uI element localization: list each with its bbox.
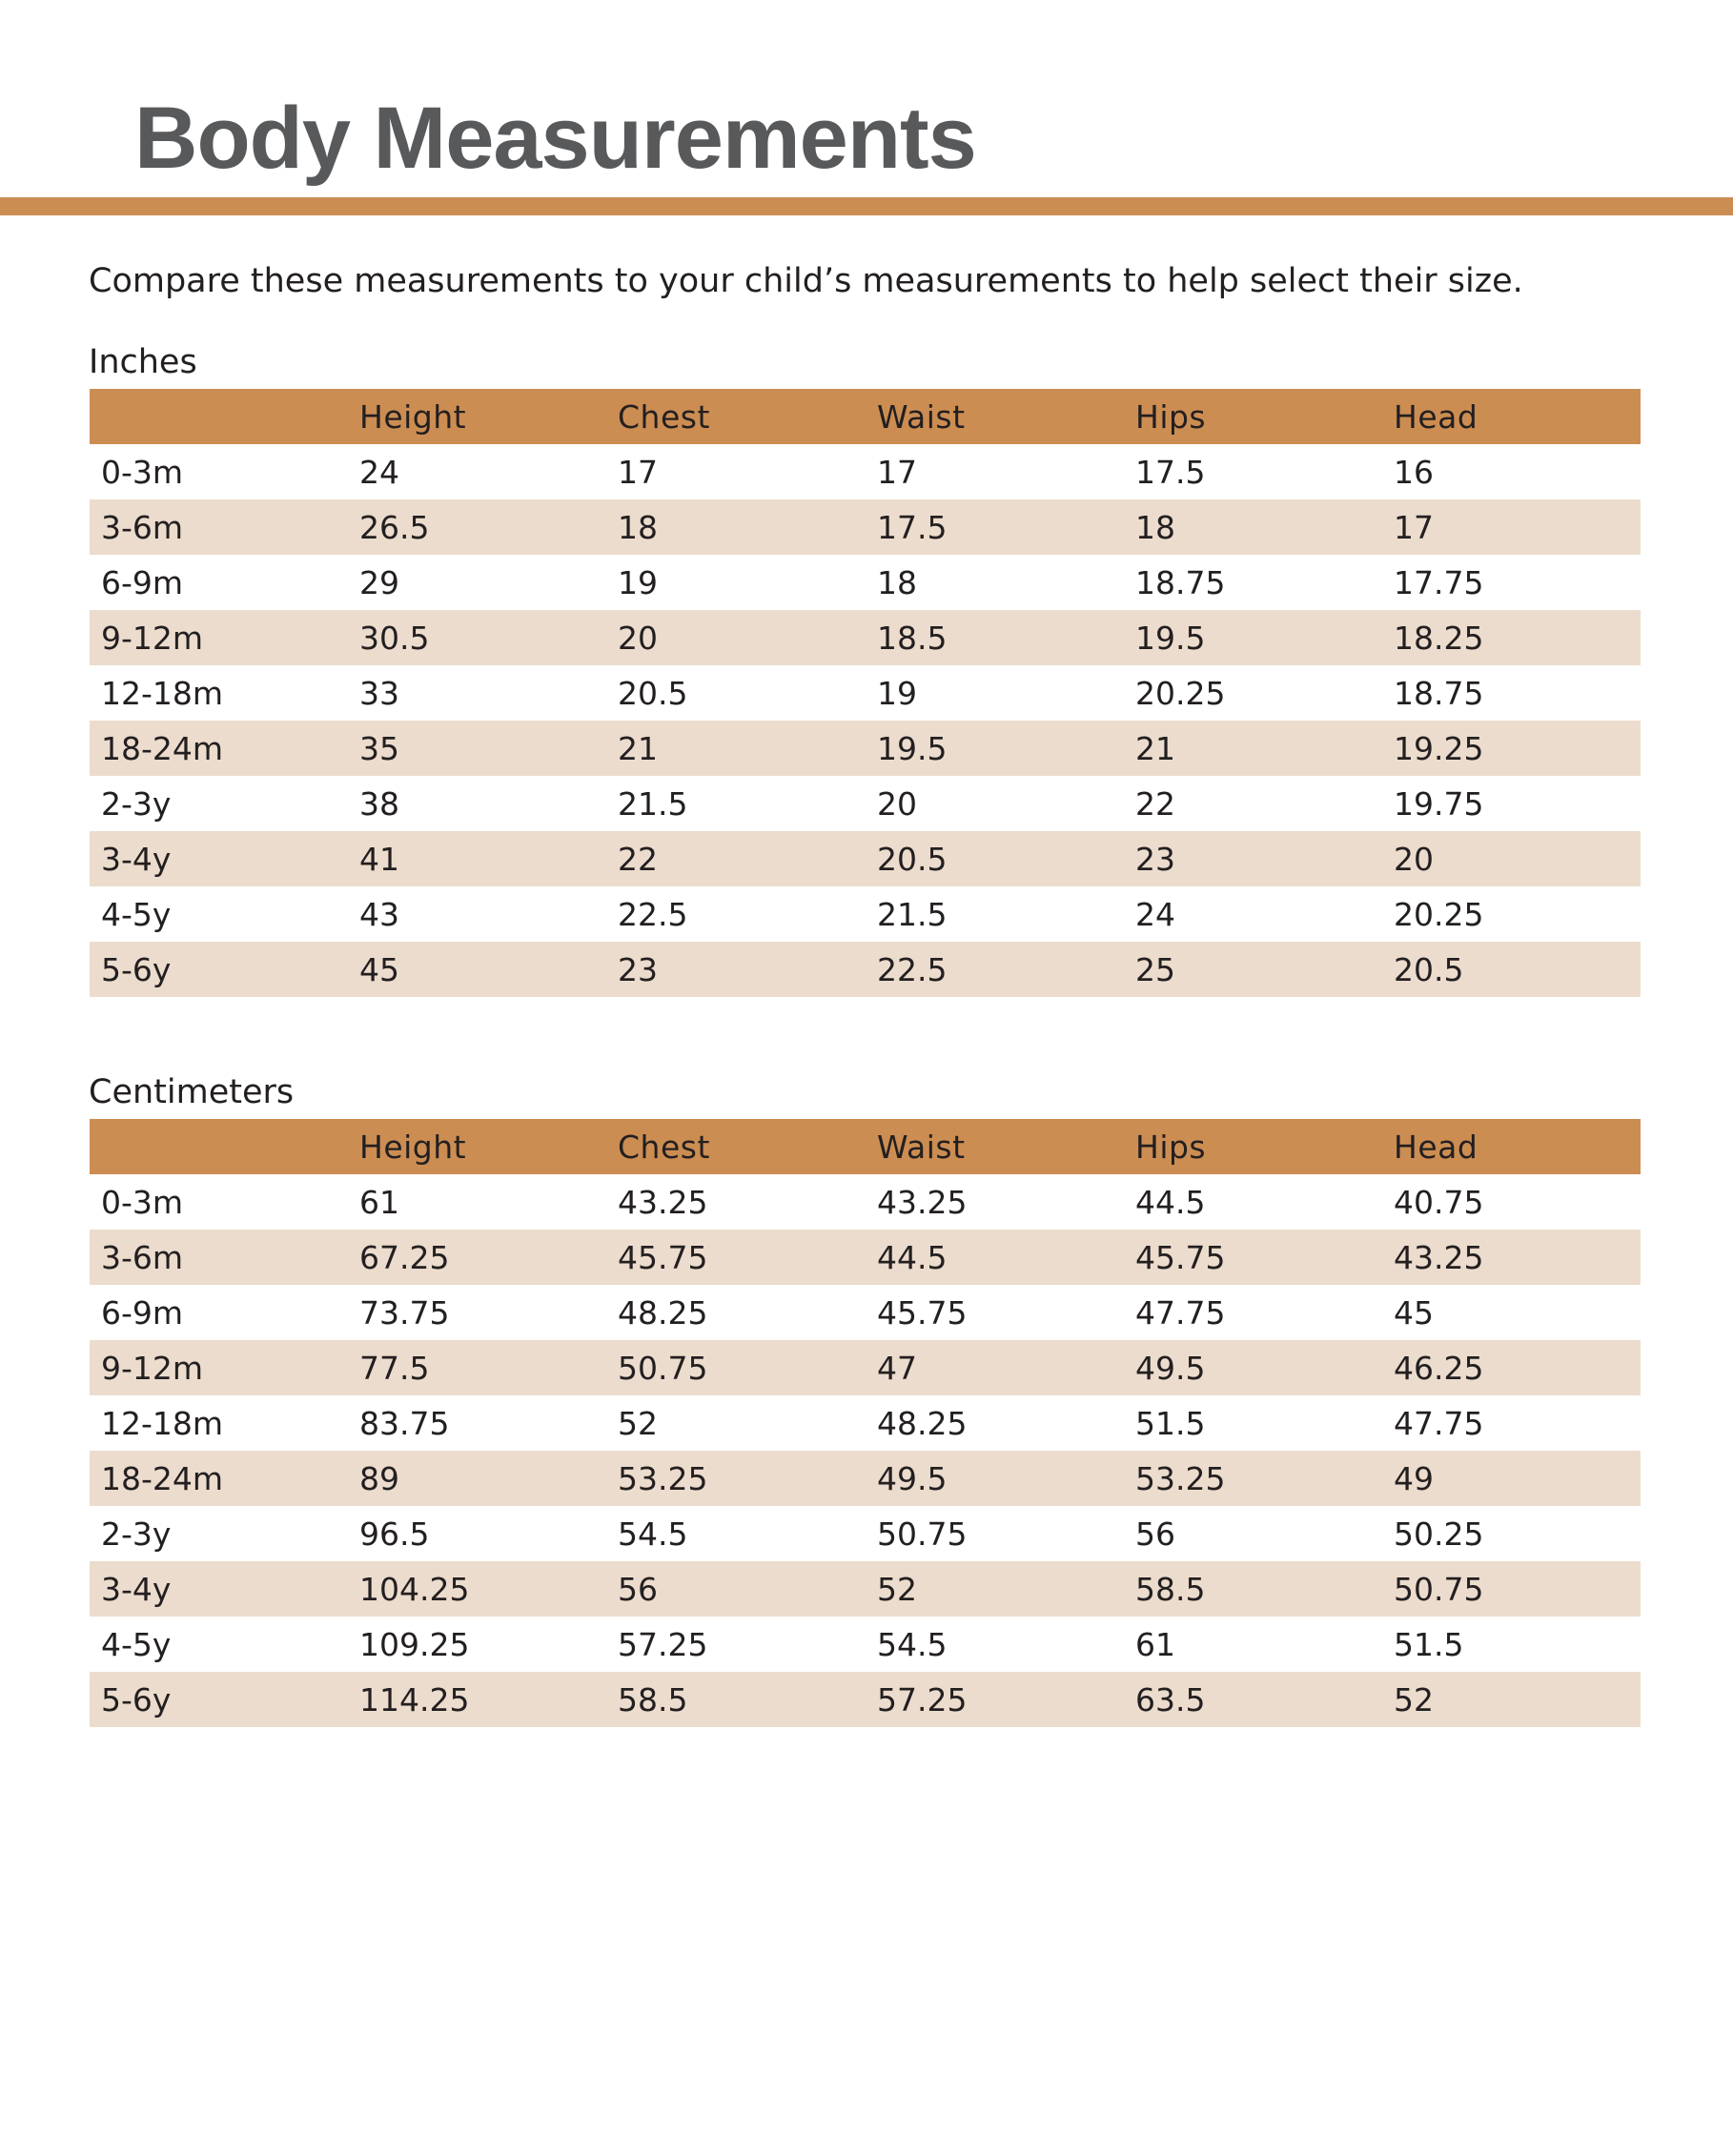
column-header: Head [1394, 1128, 1478, 1166]
measurement-cell: 22.5 [618, 895, 688, 933]
table-row [90, 831, 1641, 886]
size-label: 3-4y [101, 1570, 172, 1608]
measurement-cell: 43.25 [618, 1183, 708, 1221]
table-row [90, 499, 1641, 555]
measurement-cell: 57.25 [618, 1625, 708, 1663]
measurement-cell: 48.25 [877, 1404, 968, 1442]
column-header: Chest [618, 1128, 710, 1166]
size-label: 2-3y [101, 1515, 172, 1553]
measurement-cell: 33 [359, 674, 399, 712]
measurement-cell: 20.5 [877, 840, 948, 878]
measurement-cell: 20 [877, 784, 917, 823]
intro-text: Compare these measurements to your child’s measurements to help select their size. [89, 262, 1523, 300]
measurement-cell: 89 [359, 1459, 399, 1497]
table-row [90, 665, 1641, 721]
measurement-cell: 20.25 [1135, 674, 1226, 712]
table-row [90, 610, 1641, 665]
measurement-cell: 45.75 [877, 1293, 968, 1332]
measurement-cell: 19.5 [877, 729, 948, 767]
size-label: 0-3m [101, 1183, 184, 1221]
measurement-cell: 24 [359, 453, 399, 491]
measurement-cell: 52 [618, 1404, 658, 1442]
measurement-cell: 51.5 [1394, 1625, 1464, 1663]
measurement-cell: 17.75 [1394, 563, 1484, 601]
measurement-cell: 48.25 [618, 1293, 708, 1332]
table-row [90, 1451, 1641, 1506]
inches-table-body [90, 444, 1641, 997]
measurement-cell: 20.5 [618, 674, 688, 712]
centimeters-table-body [90, 1174, 1641, 1727]
measurement-cell: 53.25 [1135, 1459, 1226, 1497]
size-label: 2-3y [101, 784, 172, 823]
measurement-cell: 44.5 [1135, 1183, 1206, 1221]
measurement-cell: 21 [618, 729, 658, 767]
measurement-cell: 20 [618, 619, 658, 657]
measurement-cell: 16 [1394, 453, 1434, 491]
inches-section-label: Inches [89, 343, 197, 381]
measurement-cell: 53.25 [618, 1459, 708, 1497]
centimeters-table [90, 1119, 1641, 1727]
measurement-cell: 46.25 [1394, 1349, 1484, 1387]
measurement-cell: 18.5 [877, 619, 948, 657]
measurement-cell: 18.75 [1135, 563, 1226, 601]
table-row [90, 444, 1641, 499]
measurement-cell: 63.5 [1135, 1680, 1206, 1719]
measurement-cell: 61 [359, 1183, 399, 1221]
size-label: 4-5y [101, 1625, 172, 1663]
page-title: Body Measurements [134, 90, 976, 187]
measurement-cell: 54.5 [877, 1625, 948, 1663]
measurement-cell: 25 [1135, 950, 1175, 988]
measurement-cell: 96.5 [359, 1515, 430, 1553]
measurement-cell: 50.75 [618, 1349, 708, 1387]
measurement-cell: 18.75 [1394, 674, 1484, 712]
measurement-cell: 67.25 [359, 1238, 450, 1276]
measurement-cell: 22 [618, 840, 658, 878]
measurement-cell: 17.5 [877, 508, 948, 546]
table-row [90, 1617, 1641, 1672]
measurement-cell: 45 [359, 950, 399, 988]
inches-table-header [90, 389, 1641, 444]
measurement-cell: 18 [877, 563, 917, 601]
centimeters-table-header [90, 1119, 1641, 1174]
measurement-cell: 47.75 [1135, 1293, 1226, 1332]
title-divider [0, 197, 1733, 215]
measurement-cell: 50.25 [1394, 1515, 1484, 1553]
measurement-cell: 43.25 [877, 1183, 968, 1221]
measurement-cell: 17 [618, 453, 658, 491]
measurement-cell: 40.75 [1394, 1183, 1484, 1221]
measurement-cell: 77.5 [359, 1349, 430, 1387]
measurement-cell: 56 [618, 1570, 658, 1608]
measurement-cell: 54.5 [618, 1515, 688, 1553]
measurement-cell: 47.75 [1394, 1404, 1484, 1442]
measurement-cell: 18 [1135, 508, 1175, 546]
measurement-cell: 20 [1394, 840, 1434, 878]
measurement-cell: 45 [1394, 1293, 1434, 1332]
measurement-cell: 58.5 [1135, 1570, 1206, 1608]
table-row [90, 555, 1641, 610]
measurement-cell: 43.25 [1394, 1238, 1484, 1276]
size-label: 5-6y [101, 950, 172, 988]
measurement-cell: 43 [359, 895, 399, 933]
measurement-cell: 73.75 [359, 1293, 450, 1332]
measurement-cell: 47 [877, 1349, 917, 1387]
measurement-cell: 21.5 [618, 784, 688, 823]
centimeters-section-label: Centimeters [89, 1073, 295, 1111]
table-row [90, 1672, 1641, 1727]
measurement-cell: 49.5 [877, 1459, 948, 1497]
measurement-cell: 50.75 [877, 1515, 968, 1553]
inches-table [90, 389, 1641, 997]
size-label: 9-12m [101, 619, 204, 657]
measurement-cell: 17 [877, 453, 917, 491]
measurement-cell: 22.5 [877, 950, 948, 988]
measurement-cell: 61 [1135, 1625, 1175, 1663]
size-label: 3-4y [101, 840, 172, 878]
table-row [90, 942, 1641, 997]
measurement-cell: 22 [1135, 784, 1175, 823]
measurement-cell: 45.75 [618, 1238, 708, 1276]
measurement-cell: 29 [359, 563, 399, 601]
measurement-cell: 50.75 [1394, 1570, 1484, 1608]
table-row [90, 1561, 1641, 1617]
table-row [90, 776, 1641, 831]
measurement-cell: 49.5 [1135, 1349, 1206, 1387]
column-header: Waist [877, 1128, 966, 1166]
measurement-cell: 20.5 [1394, 950, 1464, 988]
table-row [90, 1285, 1641, 1340]
inches-header-row [90, 389, 1641, 444]
measurement-cell: 104.25 [359, 1570, 470, 1608]
size-label: 9-12m [101, 1349, 204, 1387]
size-label: 18-24m [101, 729, 224, 767]
size-label: 6-9m [101, 1293, 184, 1332]
measurement-cell: 21 [1135, 729, 1175, 767]
centimeters-header-row [90, 1119, 1641, 1174]
measurement-cell: 52 [877, 1570, 917, 1608]
measurement-cell: 26.5 [359, 508, 430, 546]
size-label: 6-9m [101, 563, 184, 601]
size-label: 12-18m [101, 1404, 224, 1442]
table-row [90, 1230, 1641, 1285]
column-header [90, 1119, 348, 1174]
size-label: 5-6y [101, 1680, 172, 1719]
measurement-cell: 83.75 [359, 1404, 450, 1442]
size-label: 18-24m [101, 1459, 224, 1497]
measurement-cell: 19.75 [1394, 784, 1484, 823]
measurement-cell: 19 [618, 563, 658, 601]
column-header: Height [359, 397, 467, 436]
measurement-cell: 18 [618, 508, 658, 546]
measurement-cell: 51.5 [1135, 1404, 1206, 1442]
measurement-cell: 44.5 [877, 1238, 948, 1276]
measurement-cell: 30.5 [359, 619, 430, 657]
size-label: 4-5y [101, 895, 172, 933]
size-label: 3-6m [101, 1238, 184, 1276]
measurement-cell: 24 [1135, 895, 1175, 933]
measurement-cell: 35 [359, 729, 399, 767]
measurement-cell: 38 [359, 784, 399, 823]
column-header [90, 389, 348, 444]
table-row [90, 1340, 1641, 1395]
size-label: 3-6m [101, 508, 184, 546]
measurement-cell: 23 [618, 950, 658, 988]
measurement-cell: 18.25 [1394, 619, 1484, 657]
measurement-cell: 109.25 [359, 1625, 470, 1663]
measurement-cell: 57.25 [877, 1680, 968, 1719]
measurement-cell: 19 [877, 674, 917, 712]
measurement-cell: 41 [359, 840, 399, 878]
table-row [90, 886, 1641, 942]
measurement-cell: 49 [1394, 1459, 1434, 1497]
measurement-cell: 21.5 [877, 895, 948, 933]
measurement-cell: 56 [1135, 1515, 1175, 1553]
column-header: Hips [1135, 397, 1207, 436]
size-label: 12-18m [101, 674, 224, 712]
column-header: Waist [877, 397, 966, 436]
measurement-cell: 45.75 [1135, 1238, 1226, 1276]
column-header: Hips [1135, 1128, 1207, 1166]
size-label: 0-3m [101, 453, 184, 491]
measurement-cell: 19.25 [1394, 729, 1484, 767]
table-row [90, 1506, 1641, 1561]
measurement-cell: 17.5 [1135, 453, 1206, 491]
measurement-cell: 58.5 [618, 1680, 688, 1719]
column-header: Head [1394, 397, 1478, 436]
column-header: Height [359, 1128, 467, 1166]
measurement-cell: 17 [1394, 508, 1434, 546]
measurement-cell: 114.25 [359, 1680, 470, 1719]
measurement-cell: 52 [1394, 1680, 1434, 1719]
table-row [90, 1174, 1641, 1230]
column-header: Chest [618, 397, 710, 436]
table-row [90, 721, 1641, 776]
measurement-cell: 19.5 [1135, 619, 1206, 657]
measurement-cell: 23 [1135, 840, 1175, 878]
table-row [90, 1395, 1641, 1451]
measurement-cell: 20.25 [1394, 895, 1484, 933]
